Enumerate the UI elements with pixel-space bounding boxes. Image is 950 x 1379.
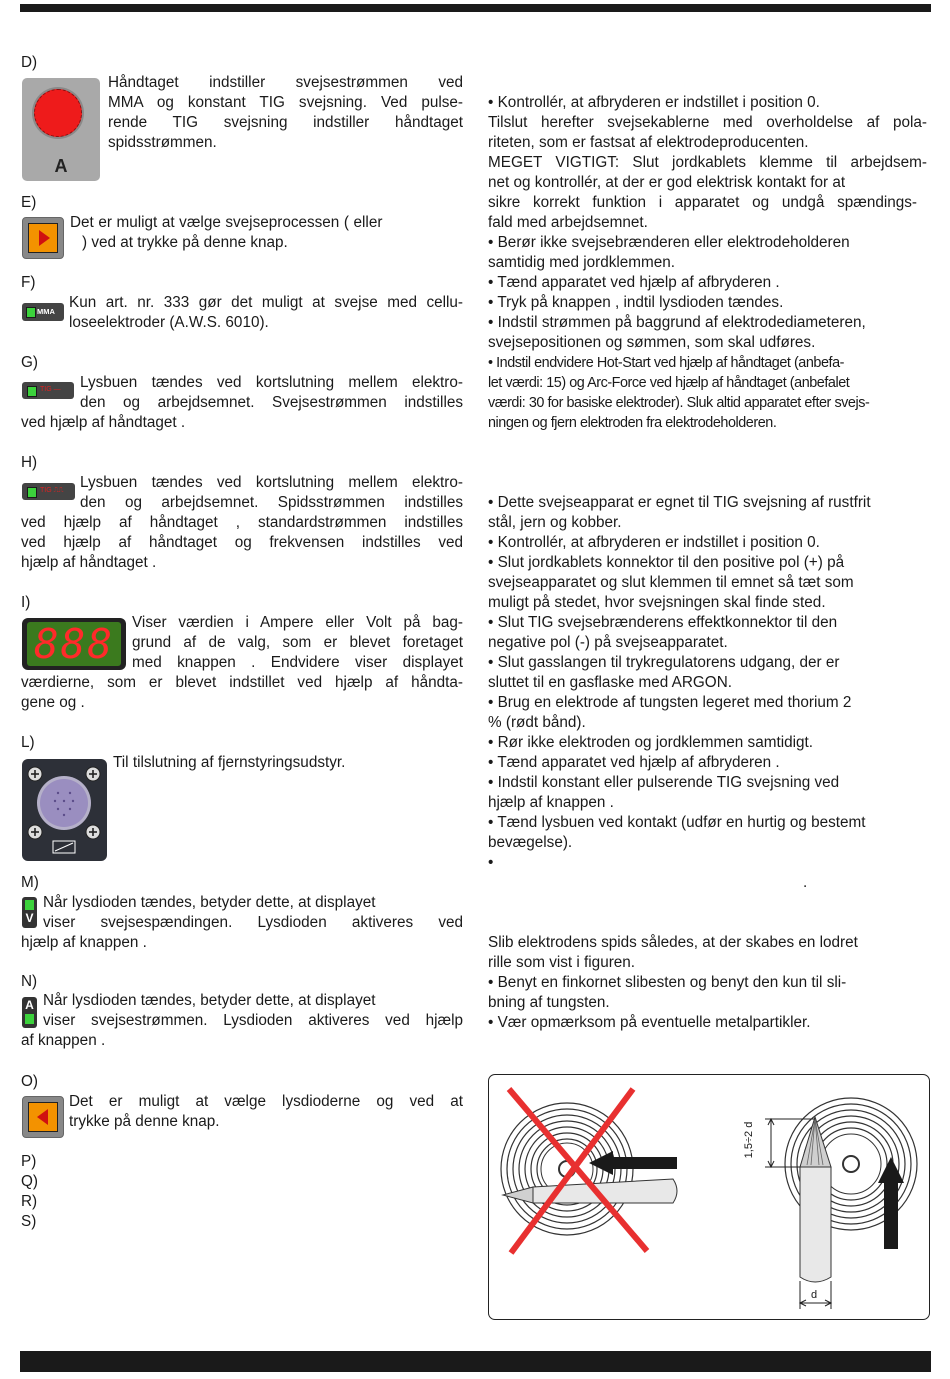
- digital-display-icon: [22, 618, 126, 670]
- mma-line: samtidig med jordklemmen.: [488, 254, 676, 271]
- section-h-line: hjælp af håndtaget .: [21, 554, 157, 571]
- tig-line: muligt på stedet, hvor svejsningen skal finde sted.: [488, 594, 826, 611]
- mma-line-narrow: værdi: 30 for basiske elektroder). Sluk altid apparatet efter svejs-: [488, 395, 870, 411]
- section-h-line: ved hjælp af håndtaget , standardstrømmen indstilles: [21, 514, 463, 531]
- mma-line-narrow: let værdi: 15) og Arc-Force ved hjælp af håndtaget (anbefalet: [488, 375, 850, 391]
- section-o-line: trykke på denne knap.: [69, 1113, 220, 1130]
- mma-line: MEGET VIGTIGT: Slut jordkablets klemme til arbejdsem-: [488, 154, 927, 171]
- section-i-line: med knappen . Endvidere viser displayet: [132, 654, 463, 671]
- mma-line: svejsepositionen og sømmen, som skal udføres.: [488, 334, 816, 351]
- section-i-line: grund af de valg, som er blevet foretaget: [132, 634, 463, 651]
- mma-line: riteten, som er fastsat af elektrodeproducenten.: [488, 134, 809, 151]
- tig-line: • Brug en elektrode af tungsten legeret med thorium 2: [488, 694, 852, 711]
- tig-line: • Slut TIG svejsebrænderens effektkonnektor til den: [488, 614, 838, 631]
- led-v-letter: V: [25, 911, 34, 925]
- section-d-line: MMA og konstant TIG svejsning. Ved pulse-: [108, 94, 463, 111]
- remote-connector-icon: [22, 759, 107, 861]
- display-digits: 888: [33, 620, 115, 668]
- section-label-i: I): [21, 594, 31, 611]
- section-label-m: M): [21, 874, 39, 891]
- grind-line: • Vær opmærksom på eventuelle metalpartikler.: [488, 1014, 811, 1031]
- section-m-line: hjælp af knappen .: [21, 934, 147, 951]
- tig-line: • Dette svejseapparat er egnet til TIG svejsning af rustfrit: [488, 494, 871, 511]
- section-label-s: S): [21, 1213, 37, 1230]
- mma-line: • Tænd apparatet ved hjælp af afbryderen .: [488, 274, 780, 291]
- section-g-line: Lysbuen tændes ved kortslutning mellem elektro-: [80, 374, 463, 391]
- section-h-line: den og arbejdsemnet. Spidsstrømmen indstilles: [80, 494, 463, 511]
- section-l-line: Til tilslutning af fjernstyringsudstyr.: [113, 754, 346, 771]
- mma-line: • Tryk på knappen , indtil lysdioden tændes.: [488, 294, 784, 311]
- tig-line: sluttet til en gasflaske med ARGON.: [488, 674, 733, 691]
- section-e-line: ) ved at trykke på denne knap.: [82, 234, 288, 251]
- dim-label: 1,5÷2 d: [743, 1121, 755, 1159]
- section-label-g: G): [21, 354, 38, 371]
- section-label-q: Q): [21, 1173, 38, 1190]
- section-g-line: ved hjælp af håndtaget .: [21, 414, 186, 431]
- section-d-line: Håndtaget indstiller svejsestrømmen ved: [108, 74, 463, 91]
- tig-line: • Kontrollér, at afbryderen er indstillet i position 0.: [488, 534, 820, 551]
- tig-line: .: [803, 874, 808, 891]
- mma-line: Tilslut herefter svejsekablerne med overholdelse af pola-: [488, 114, 927, 131]
- mma-line-narrow: ningen og fjern elektroden fra elektrodeholderen.: [488, 415, 777, 431]
- process-select-button-icon: [22, 217, 64, 259]
- bottom-rule: [20, 1351, 931, 1372]
- current-led-icon: [22, 997, 37, 1028]
- tig-line: hjælp af knappen .: [488, 794, 614, 811]
- grind-line: rille som vist i figuren.: [488, 954, 636, 971]
- section-o-line: Det er muligt at vælge lysdioderne og ved at: [69, 1093, 463, 1110]
- section-i-line: Viser værdien i Ampere eller Volt på bag-: [132, 614, 463, 631]
- grinding-figure: [488, 1074, 930, 1320]
- dim-label-wrapper: [742, 1121, 756, 1161]
- section-d-line: spidsstrømmen.: [108, 134, 217, 151]
- section-n-line: Når lysdioden tændes, betyder dette, at displayet: [43, 992, 376, 1009]
- section-f-line: loseelektroder (A.W.S. 6010).: [69, 314, 269, 331]
- section-m-line: Når lysdioden tændes, betyder dette, at displayet: [43, 894, 376, 911]
- voltage-led-icon: [22, 897, 37, 928]
- section-n-line: viser svejsestrømmen. Lysdioden aktiveres ved hjælp: [43, 1012, 463, 1029]
- led-select-button-icon: [22, 1096, 64, 1138]
- section-label-d: D): [21, 54, 38, 71]
- mma-line: • Kontrollér, at afbryderen er indstillet i position 0.: [488, 94, 820, 111]
- section-label-l: L): [21, 734, 35, 751]
- tig-line: • Tænd apparatet ved hjælp af afbryderen .: [488, 754, 780, 771]
- section-label-h: H): [21, 454, 38, 471]
- section-n-line: af knappen .: [21, 1032, 106, 1049]
- section-label-p: P): [21, 1153, 37, 1170]
- section-m-line: viser svejsespændingen. Lysdioden aktiveres ved: [43, 914, 463, 931]
- section-h-line: Lysbuen tændes ved kortslutning mellem elektro-: [80, 474, 463, 491]
- section-label-o: O): [21, 1073, 38, 1090]
- grind-line: Slib elektrodens spids således, at der skabes en lodret: [488, 934, 858, 951]
- mma-line: sikre korrekt funktion i apparatet og undgå spændings-: [488, 194, 917, 211]
- tig-pulse-badge-text: TIG ⎍⎍: [40, 487, 64, 494]
- tig-line: % (rødt bånd).: [488, 714, 586, 731]
- knob-letter: A: [54, 156, 68, 176]
- top-rule: [20, 4, 931, 12]
- mma-line: • Indstil strømmen på baggrund af elektrodediameteren,: [488, 314, 866, 331]
- led-a-letter: A: [25, 998, 34, 1012]
- section-g-line: den og arbejdsemnet. Svejsestrømmen indstilles: [80, 394, 463, 411]
- tig-continuous-led-icon: [22, 382, 74, 399]
- mma-line-narrow: • Indstil endvidere Hot-Start ved hjælp af håndtaget (anbefa-: [488, 355, 844, 371]
- grinding-illustration: [489, 1075, 931, 1321]
- section-e-line: Det er muligt at vælge svejseprocessen ( eller: [70, 214, 383, 231]
- tig-line: bevægelse).: [488, 834, 573, 851]
- section-h-line: ved hjælp af håndtaget og frekvensen indstilles ved: [21, 534, 463, 551]
- mma-line: net og kontrollér, at der er god elektrisk kontakt for at: [488, 174, 846, 191]
- section-f-line: Kun art. nr. 333 gør det muligt at svejse med cellu-: [69, 294, 463, 311]
- grind-line: • Benyt en finkornet slibesten og benyt den kun til sli-: [488, 974, 847, 991]
- tig-line: • Slut gasslangen til trykregulatorens udgang, der er: [488, 654, 840, 671]
- tig-line: negative pol (-) på svejseapparatet.: [488, 634, 728, 651]
- section-label-r: R): [21, 1193, 38, 1210]
- mma-line: fald med arbejdsemnet.: [488, 214, 648, 231]
- mma-led-icon: [22, 303, 64, 321]
- tig-line: •: [488, 854, 494, 871]
- diameter-label: d: [811, 1289, 818, 1301]
- mma-badge-text: MMA: [37, 307, 55, 316]
- tig-pulsed-led-icon: [22, 483, 75, 500]
- tig-line: • Tænd lysbuen ved kontakt (udfør en hurtig og bestemt: [488, 814, 866, 831]
- section-label-f: F): [21, 274, 36, 291]
- section-d-line: rende TIG svejsning indstiller håndtaget: [108, 114, 463, 131]
- tig-badge-text: TIG —: [40, 386, 61, 393]
- tig-line: • Indstil konstant eller pulserende TIG svejsning ved: [488, 774, 840, 791]
- tig-line: • Rør ikke elektroden og jordklemmen samtidigt.: [488, 734, 814, 751]
- current-knob-icon: [22, 78, 100, 181]
- section-i-line: gene og .: [21, 694, 85, 711]
- tig-line: stål, jern og kobber.: [488, 514, 622, 531]
- tig-line: svejseapparatet og slut klemmen til emnet så tæt som: [488, 574, 854, 591]
- tig-line: • Slut jordkablets konnektor til den positive pol (+) på: [488, 554, 845, 571]
- section-i-line: værdierne, som er blevet indstillet ved hjælp af håndta-: [21, 674, 463, 691]
- grind-line: bning af tungsten.: [488, 994, 610, 1011]
- section-label-e: E): [21, 194, 37, 211]
- mma-line: • Berør ikke svejsebrænderen eller elektrodeholderen: [488, 234, 850, 251]
- section-label-n: N): [21, 973, 38, 990]
